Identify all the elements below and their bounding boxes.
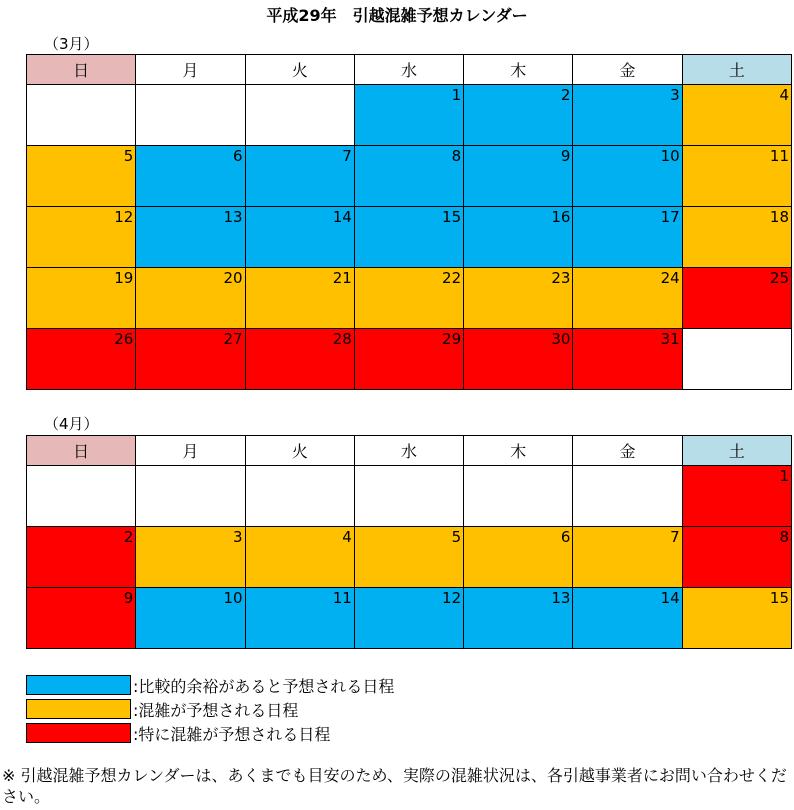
day-cell: 1: [682, 466, 791, 527]
weekday-mon: 月: [136, 436, 245, 466]
day-cell: 12: [354, 588, 463, 649]
day-cell: 11: [682, 146, 791, 207]
day-cell: 6: [136, 146, 245, 207]
weekday-sat: 土: [682, 55, 791, 85]
day-cell: 3: [573, 85, 682, 146]
week-row: [27, 146, 792, 207]
legend-item-mid: [26, 697, 394, 721]
day-cell: 4: [682, 85, 791, 146]
day-cell: [245, 466, 354, 527]
day-cell: [27, 466, 136, 527]
march-label: （3月）: [44, 35, 99, 53]
week-row: [27, 268, 792, 329]
day-cell: 3: [136, 527, 245, 588]
day-cell: 1: [354, 85, 463, 146]
page-title: 平成29年 引越混雑予想カレンダー: [266, 6, 528, 25]
week-row: [27, 466, 792, 527]
week-row: [27, 207, 792, 268]
day-cell: 10: [573, 146, 682, 207]
legend-swatch-high: [26, 723, 131, 743]
day-cell: 2: [27, 527, 136, 588]
day-cell: 27: [136, 329, 245, 390]
day-cell: [245, 85, 354, 146]
day-cell: 23: [464, 268, 573, 329]
week-row: [27, 588, 792, 649]
day-cell: 15: [682, 588, 791, 649]
weekday-sun: 日: [27, 55, 136, 85]
day-cell: 24: [573, 268, 682, 329]
day-cell: 5: [354, 527, 463, 588]
day-cell: 17: [573, 207, 682, 268]
day-cell: 19: [27, 268, 136, 329]
legend-item-high: [26, 721, 394, 745]
day-cell: 28: [245, 329, 354, 390]
weekday-sun: 日: [27, 436, 136, 466]
day-cell: [136, 85, 245, 146]
day-cell: [573, 466, 682, 527]
weekday-tue: 火: [245, 436, 354, 466]
day-cell: 13: [464, 588, 573, 649]
day-cell: 4: [245, 527, 354, 588]
day-cell: 18: [682, 207, 791, 268]
day-cell: 21: [245, 268, 354, 329]
weekday-wed: 水: [354, 55, 463, 85]
april-weeks: [27, 466, 792, 649]
legend: [26, 673, 394, 745]
day-cell: [27, 85, 136, 146]
weekday-header-row: [27, 55, 792, 85]
weekday-thu: 木: [464, 55, 573, 85]
day-cell: 9: [27, 588, 136, 649]
weekday-fri: 金: [573, 436, 682, 466]
weekday-wed: 水: [354, 436, 463, 466]
march-weeks: [27, 85, 792, 390]
weekday-fri: 金: [573, 55, 682, 85]
weekday-header-row: [27, 436, 792, 466]
legend-text-mid: :混雑が予想される日程: [133, 700, 299, 720]
march-calendar: [26, 54, 792, 390]
day-cell: [354, 466, 463, 527]
day-cell: 31: [573, 329, 682, 390]
day-cell: 6: [464, 527, 573, 588]
day-cell: 14: [245, 207, 354, 268]
day-cell: 26: [27, 329, 136, 390]
day-cell: 16: [464, 207, 573, 268]
day-cell: [464, 466, 573, 527]
day-cell: 5: [27, 146, 136, 207]
day-cell: 11: [245, 588, 354, 649]
day-cell: 13: [136, 207, 245, 268]
legend-swatch-mid: [26, 699, 131, 719]
day-cell: 10: [136, 588, 245, 649]
day-cell: 8: [354, 146, 463, 207]
weekday-thu: 木: [464, 436, 573, 466]
day-cell: 2: [464, 85, 573, 146]
week-row: [27, 329, 792, 390]
day-cell: 9: [464, 146, 573, 207]
day-cell: 12: [27, 207, 136, 268]
day-cell: [682, 329, 791, 390]
day-cell: 20: [136, 268, 245, 329]
legend-item-low: [26, 673, 394, 697]
weekday-mon: 月: [136, 55, 245, 85]
day-cell: 8: [682, 527, 791, 588]
april-label: （4月）: [44, 415, 99, 433]
week-row: [27, 527, 792, 588]
week-row: [27, 85, 792, 146]
weekday-sat: 土: [682, 436, 791, 466]
day-cell: 22: [354, 268, 463, 329]
weekday-tue: 火: [245, 55, 354, 85]
legend-text-high: :特に混雑が予想される日程: [133, 724, 331, 744]
april-calendar: [26, 435, 792, 649]
day-cell: 14: [573, 588, 682, 649]
day-cell: [136, 466, 245, 527]
legend-swatch-low: [26, 675, 131, 695]
day-cell: 7: [573, 527, 682, 588]
day-cell: 30: [464, 329, 573, 390]
legend-text-low: :比較的余裕があると予想される日程: [133, 676, 395, 696]
day-cell: 29: [354, 329, 463, 390]
day-cell: 25: [682, 268, 791, 329]
day-cell: 15: [354, 207, 463, 268]
footnote: ※ 引越混雑予想カレンダーは、あくまでも目安のため、実際の混雑状況は、各引越事業者にお問い合わせください。: [2, 766, 787, 806]
day-cell: 7: [245, 146, 354, 207]
